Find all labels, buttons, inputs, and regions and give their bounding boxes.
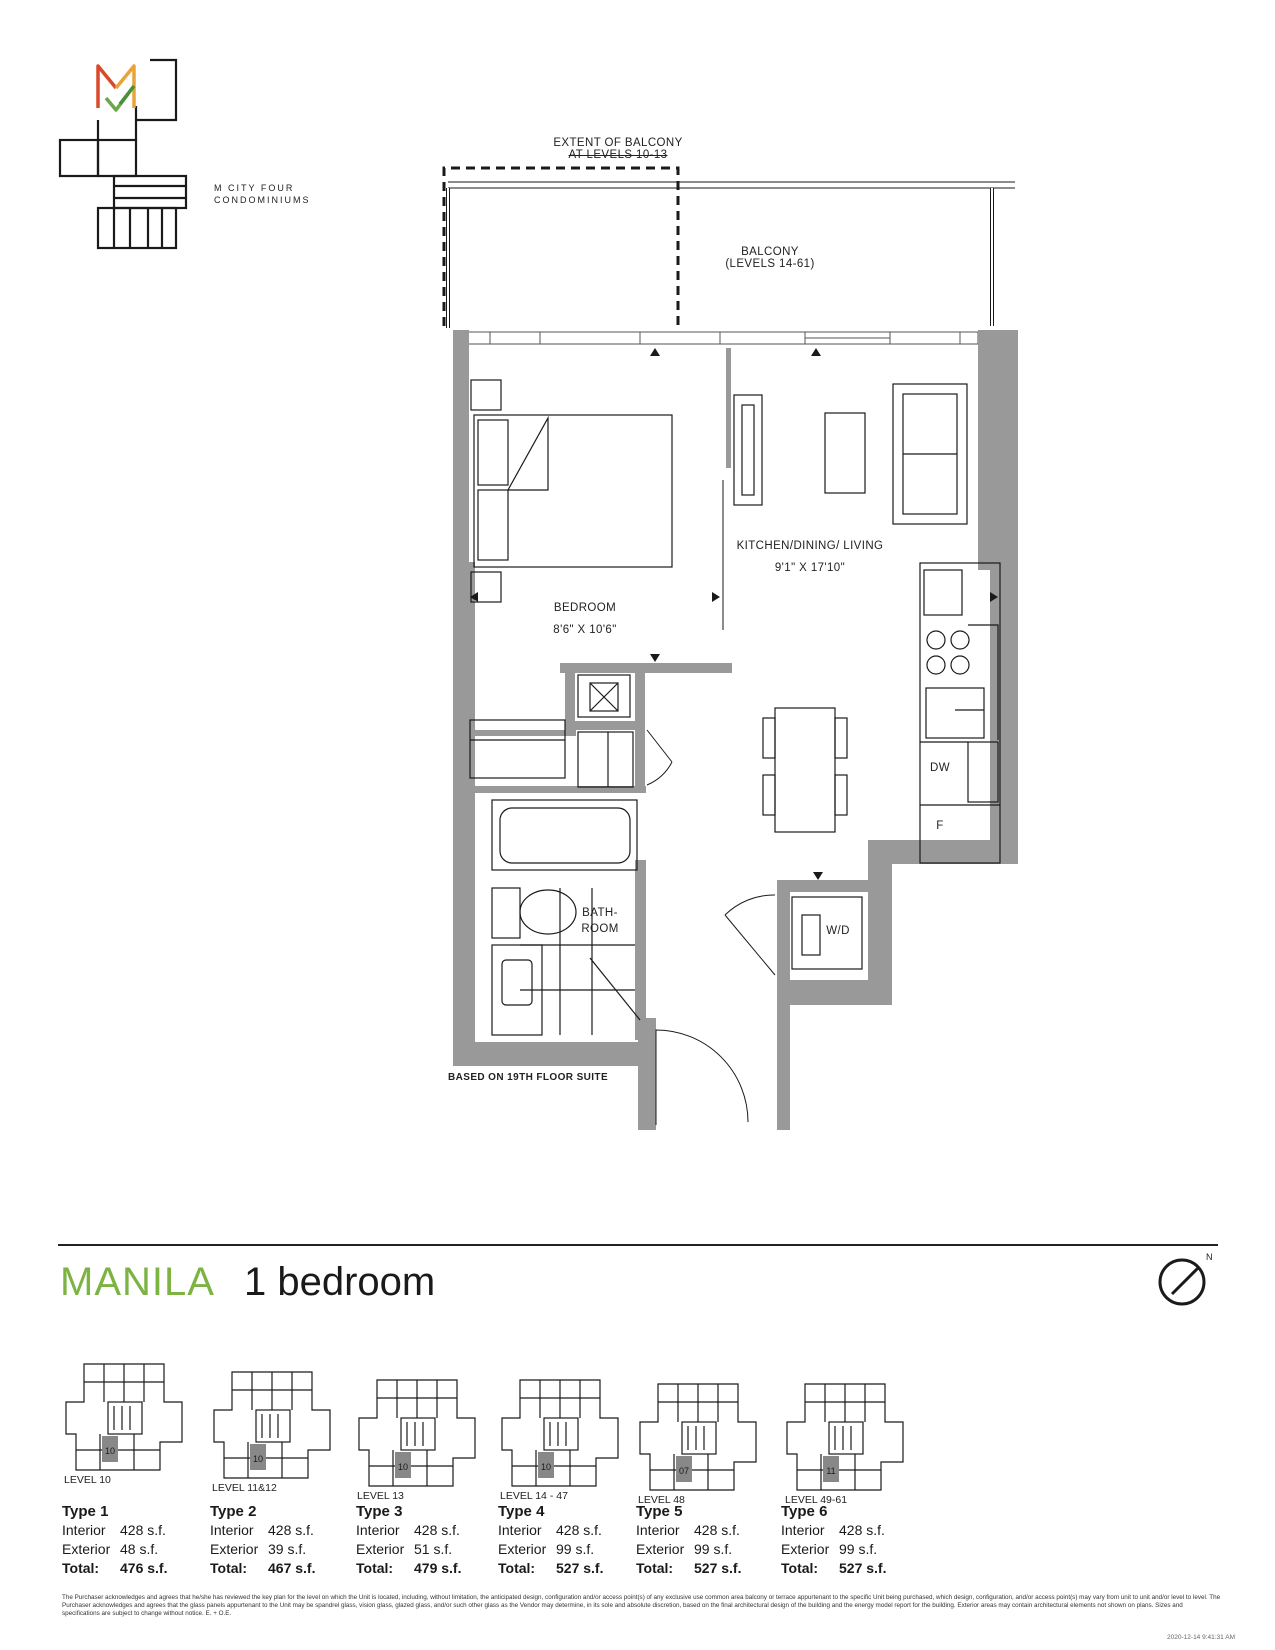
balcony-line1: BALCONY <box>741 246 799 258</box>
type-name: Type 1 <box>62 1503 109 1520</box>
exterior-label: Exterior <box>498 1541 547 1557</box>
timestamp: 2020-12-14 9:41:31 AM <box>1167 1634 1235 1641</box>
interior-value: 428 s.f. <box>414 1522 460 1538</box>
type-name: Type 2 <box>210 1503 257 1520</box>
exterior-value: 99 s.f. <box>556 1541 595 1557</box>
interior-row <box>781 1521 916 1540</box>
total-label: Total: <box>781 1560 819 1576</box>
exterior-row <box>62 1540 197 1559</box>
key-plan-drawing <box>500 1378 622 1488</box>
key-plan-level: LEVEL 14 - 47 <box>500 1490 568 1502</box>
exterior-value: 48 s.f. <box>120 1541 159 1557</box>
washer-dryer-label: W/D <box>826 925 850 937</box>
key-plan-drawing <box>64 1362 186 1472</box>
kitchen-room-name: KITCHEN/DINING/ LIVING <box>736 540 884 552</box>
exterior-label: Exterior <box>210 1541 259 1557</box>
exterior-value: 39 s.f. <box>268 1541 307 1557</box>
interior-value: 428 s.f. <box>556 1522 602 1538</box>
type-name: Type 3 <box>356 1503 403 1520</box>
dishwasher-label: DW <box>930 762 950 774</box>
type-name: Type 6 <box>781 1503 828 1520</box>
key-plan-level: LEVEL 48 <box>638 1494 685 1506</box>
interior-label: Interior <box>62 1522 106 1538</box>
balcony-extent-line1: EXTENT OF BALCONY <box>553 137 683 149</box>
interior-label: Interior <box>498 1522 542 1538</box>
suite-type: 1 bedroom <box>244 1260 436 1304</box>
total-label: Total: <box>356 1560 394 1576</box>
fridge-label: F <box>936 820 944 832</box>
interior-row <box>62 1521 197 1540</box>
kitchen-label <box>735 535 885 579</box>
suite-name: MANILA <box>60 1260 215 1304</box>
key-plan-level: LEVEL 13 <box>357 1490 404 1502</box>
total-row <box>498 1559 633 1578</box>
exterior-row <box>781 1540 916 1559</box>
total-row <box>356 1559 491 1578</box>
key-plan-drawing <box>638 1382 760 1492</box>
exterior-label: Exterior <box>781 1541 830 1557</box>
kitchen-dims: 9'1" X 17'10" <box>774 562 846 574</box>
interior-row <box>636 1521 771 1540</box>
interior-row <box>210 1521 345 1540</box>
interior-value: 428 s.f. <box>268 1522 314 1538</box>
exterior-label: Exterior <box>62 1541 111 1557</box>
plan-note: BASED ON 19TH FLOOR SUITE <box>448 1072 609 1083</box>
balcony-line2: (LEVELS 14-61) <box>725 258 815 270</box>
key-plan <box>212 1370 342 1494</box>
interior-row <box>498 1521 633 1540</box>
key-plan-unit: 10 <box>540 1462 552 1472</box>
bedroom-room-name: BEDROOM <box>553 602 617 614</box>
interior-label: Interior <box>210 1522 254 1538</box>
interior-value: 428 s.f. <box>120 1522 166 1538</box>
brand-line1: M CITY FOUR <box>214 183 295 193</box>
total-row <box>62 1559 197 1578</box>
walls <box>453 330 1018 1130</box>
interior-row <box>356 1521 491 1540</box>
compass <box>1158 1252 1214 1308</box>
interior-value: 428 s.f. <box>694 1522 740 1538</box>
bedroom-label <box>535 597 635 641</box>
compass-north: N <box>1206 1252 1213 1262</box>
key-plan-unit: 10 <box>252 1454 264 1464</box>
type-block <box>636 1502 771 1578</box>
key-plan-level: LEVEL 49-61 <box>785 1494 848 1506</box>
exterior-row <box>498 1540 633 1559</box>
total-label: Total: <box>210 1560 248 1576</box>
balcony-extent-label <box>518 137 718 161</box>
type-block <box>62 1502 197 1578</box>
type-block <box>356 1502 491 1578</box>
key-plan-drawing <box>357 1378 479 1488</box>
type-name: Type 4 <box>498 1503 545 1520</box>
type-block <box>498 1502 633 1578</box>
key-plan-drawing <box>785 1382 907 1492</box>
total-row <box>781 1559 916 1578</box>
interior-label: Interior <box>356 1522 400 1538</box>
key-plan <box>500 1378 630 1502</box>
total-label: Total: <box>62 1560 100 1576</box>
brand-line2: CONDOMINIUMS <box>214 195 311 205</box>
balcony-label <box>700 246 840 270</box>
total-row <box>210 1559 345 1578</box>
type-name: Type 5 <box>636 1503 683 1520</box>
exterior-row <box>210 1540 345 1559</box>
exterior-row <box>636 1540 771 1559</box>
exterior-value: 99 s.f. <box>694 1541 733 1557</box>
bedroom-dims: 8'6" X 10'6" <box>553 624 617 636</box>
total-value: 527 s.f. <box>694 1560 742 1576</box>
total-value: 479 s.f. <box>414 1560 462 1576</box>
total-label: Total: <box>498 1560 536 1576</box>
disclaimer: The Purchaser acknowledges and agrees that he/she has reviewed the key plan for the level on which the Unit is located, including, without limitation, the anticipated design, configuration and/or access point(s) of any exclusive use common area balcony or terrace appurtenant to the specific Unit being purchased, which design, configuration, and/or access point(s) may vary from unit to unit and/or level to level. The Purchaser acknowledges and agrees that the glass panels appurtenant to the Unit may be spandrel glass, vision glass, glazed glass, and/or such other glass as the Vendor may determine, in its sole and absolute discretion, based on the final architectural design of the building and the energy model report for the building. Exterior areas may contain architectural elements not shown on plans. Sizes and specifications are subject to change without notice. E. + O.E. <box>62 1594 1221 1617</box>
type-block <box>210 1502 345 1578</box>
divider <box>58 1244 1218 1246</box>
key-plan <box>357 1378 487 1502</box>
bathroom-label <box>570 905 630 937</box>
balcony-extent-dashed <box>444 168 678 330</box>
interior-label: Interior <box>636 1522 680 1538</box>
balcony-extent-line2: AT LEVELS 10-13 <box>568 149 668 161</box>
exterior-value: 99 s.f. <box>839 1541 878 1557</box>
key-plan-level: LEVEL 10 <box>64 1474 111 1486</box>
key-plan-level: LEVEL 11&12 <box>212 1482 277 1494</box>
type-block <box>781 1502 916 1578</box>
key-plan <box>638 1382 768 1506</box>
key-plan-unit: 10 <box>104 1446 116 1456</box>
window-wall <box>468 332 978 344</box>
exterior-label: Exterior <box>636 1541 685 1557</box>
key-plan-unit: 07 <box>678 1466 690 1476</box>
total-value: 476 s.f. <box>120 1560 168 1576</box>
key-plan <box>785 1382 915 1506</box>
interior-value: 428 s.f. <box>839 1522 885 1538</box>
interior-label: Interior <box>781 1522 825 1538</box>
total-value: 527 s.f. <box>556 1560 604 1576</box>
bath-line2: ROOM <box>581 923 619 935</box>
total-value: 467 s.f. <box>268 1560 316 1576</box>
bath-line1: BATH- <box>582 907 618 919</box>
key-plan-unit: 11 <box>826 1466 836 1476</box>
exterior-row <box>356 1540 491 1559</box>
key-plan <box>64 1362 194 1486</box>
exterior-value: 51 s.f. <box>414 1541 453 1557</box>
key-plan-unit: 10 <box>397 1462 409 1472</box>
kitchen-counter <box>920 563 1000 863</box>
total-row <box>636 1559 771 1578</box>
total-value: 527 s.f. <box>839 1560 887 1576</box>
total-label: Total: <box>636 1560 674 1576</box>
key-plan-drawing <box>212 1370 334 1480</box>
closet <box>578 675 633 787</box>
exterior-label: Exterior <box>356 1541 405 1557</box>
